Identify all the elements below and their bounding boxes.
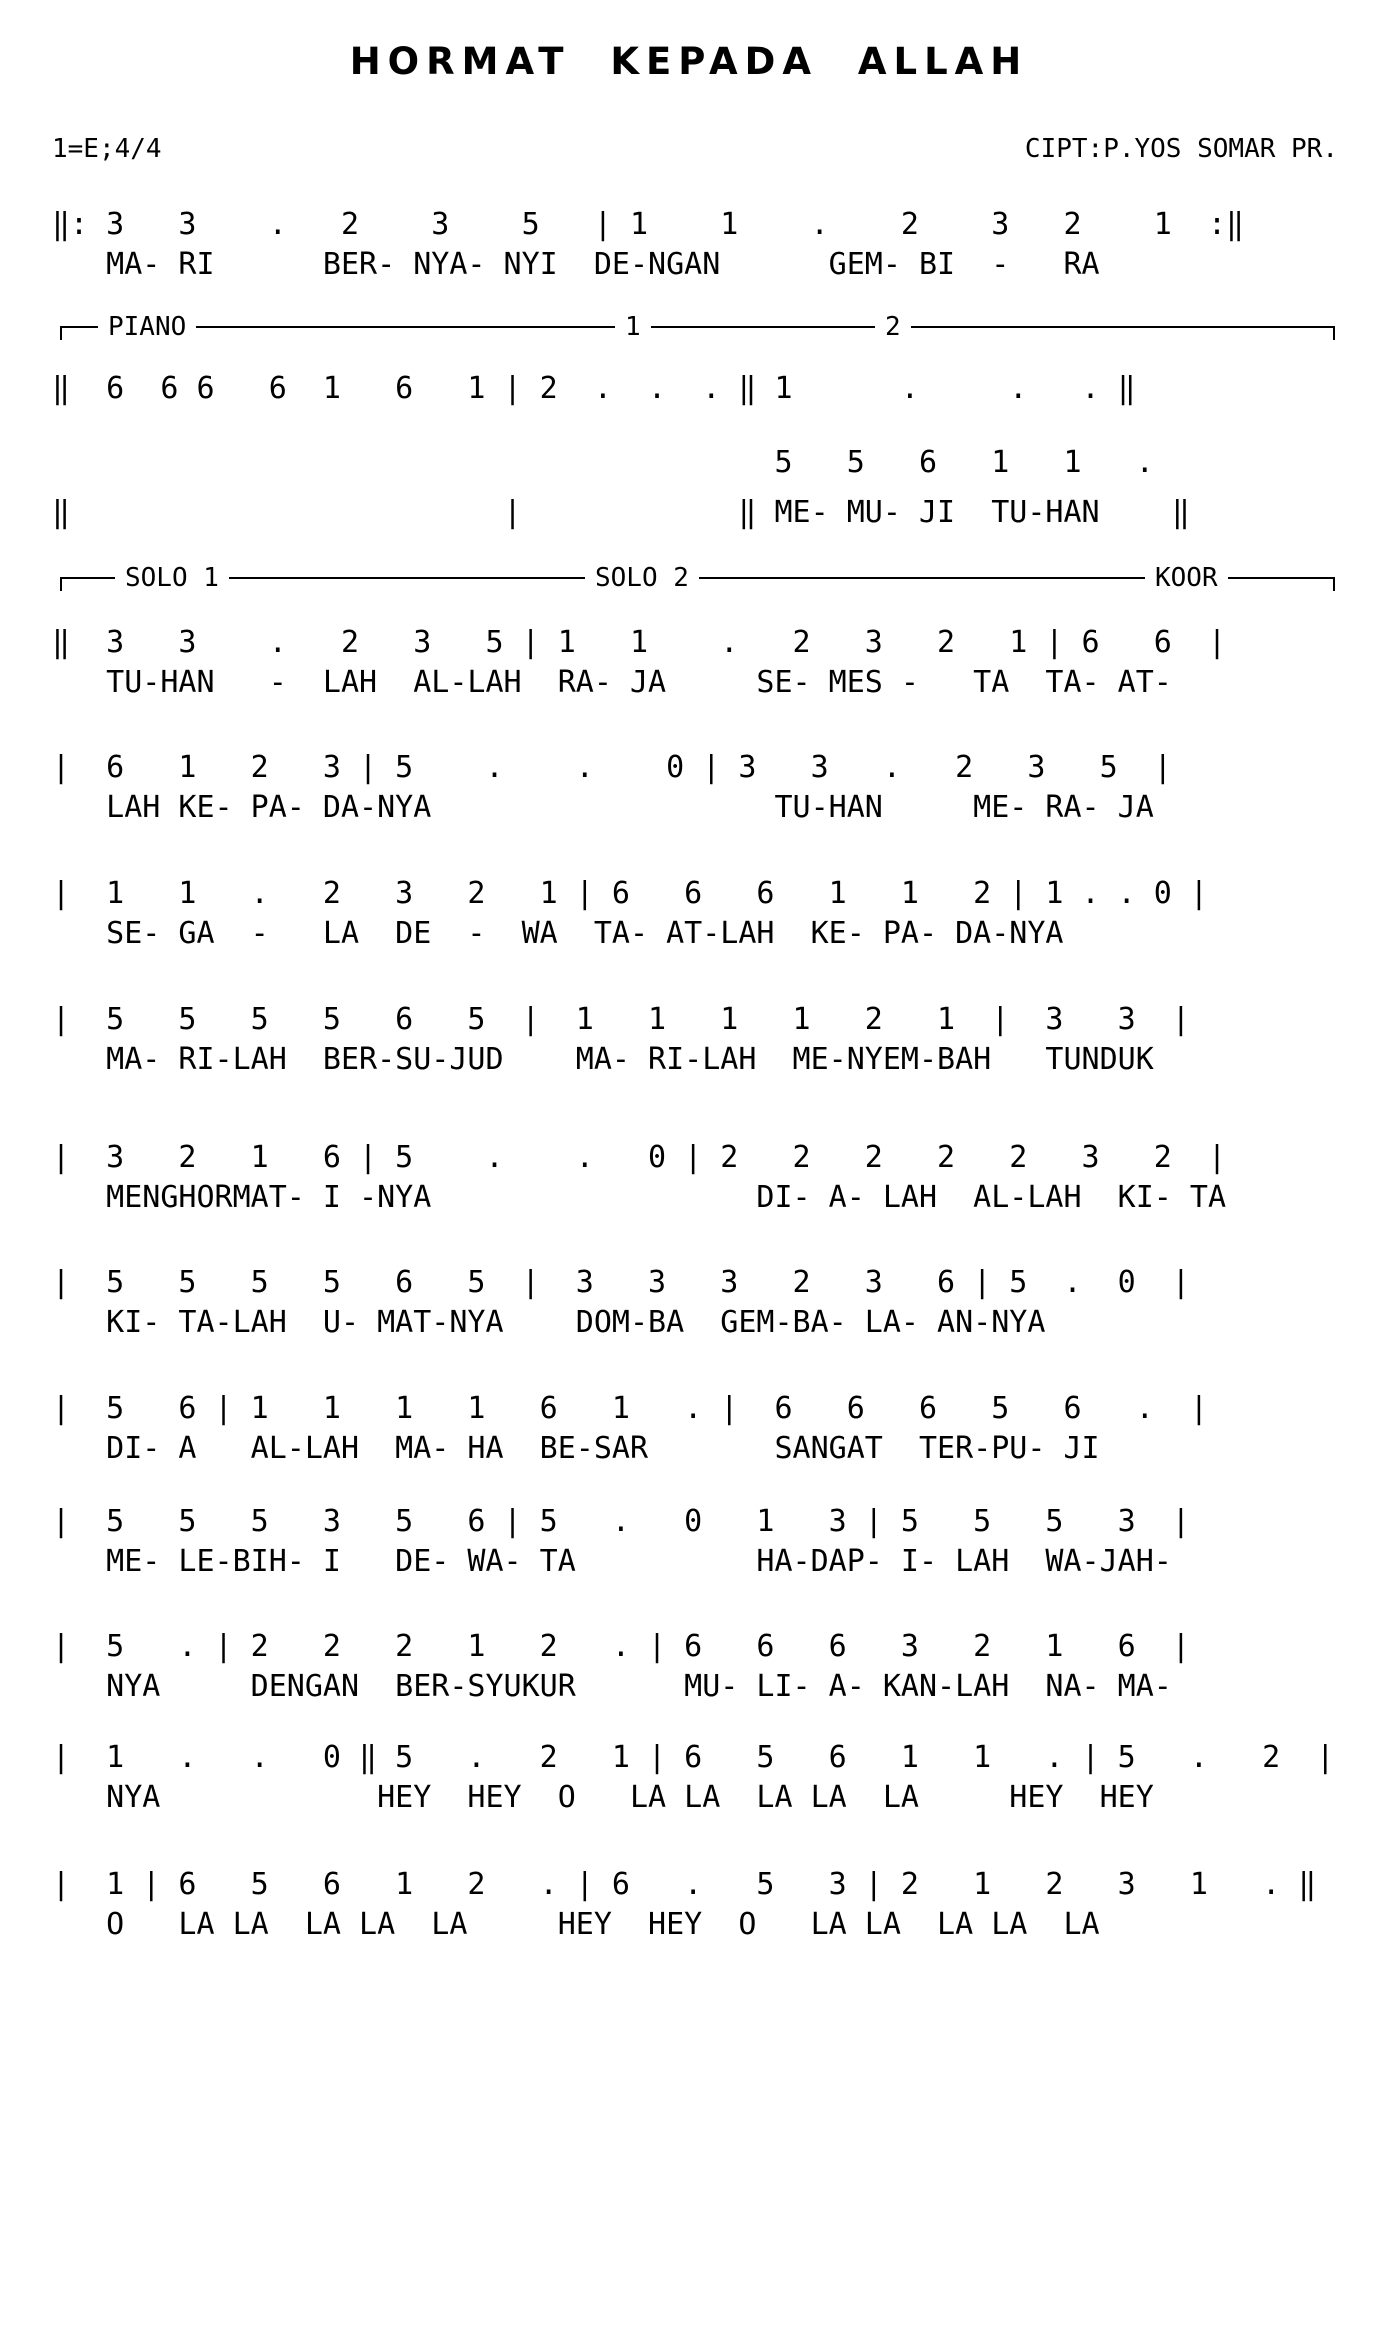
row-notes: | 5 6 | 1 1 1 1 6 1 . | 6 6 6 5 6 . |: [52, 1391, 1208, 1426]
piano-notes-ending-2: 5 5 6 1 1 .: [52, 445, 1154, 480]
row-lyrics: NYA HEY HEY O LA LA LA LA LA HEY HEY: [52, 1780, 1154, 1815]
composer-credit: CIPT:P.YOS SOMAR PR.: [1024, 134, 1338, 164]
section-bracket: [60, 326, 1335, 328]
row-notes: | 3 2 1 6 | 5 . . 0 | 2 2 2 2 2 3 2 |: [52, 1140, 1226, 1175]
row-lyrics: MENGHORMAT- I -NYA DI- A- LAH AL-LAH KI- TA: [52, 1180, 1226, 1215]
solo-2-label: SOLO 2: [585, 563, 699, 593]
score-row: [52, 751, 1352, 841]
row-lyrics: LAH KE- PA- DA-NYA TU-HAN ME- RA- JA: [52, 790, 1154, 825]
row-lyrics: NYA DENGAN BER-SYUKUR MU- LI- A- KAN-LAH NA- MA-: [52, 1669, 1172, 1704]
ending-1-label: 1: [615, 312, 651, 342]
piano-notes: ‖ 6 6 6 6 1 6 1 | 2 . . . ‖ 1 . . . ‖: [52, 371, 1136, 406]
koor-label: KOOR: [1145, 563, 1228, 593]
row-lyrics: ME- LE-BIH- I DE- WA- TA HA-DAP- I- LAH WA-JAH-: [52, 1544, 1172, 1579]
piano-label: PIANO: [98, 312, 196, 342]
score-row: [52, 1003, 1352, 1093]
intro-row: [52, 208, 1352, 298]
intro-notes: ‖: 3 3 . 2 3 5 | 1 1 . 2 3 2 1 :‖: [52, 207, 1245, 242]
row-notes: | 1 | 6 5 6 1 2 . | 6 . 5 3 | 2 1 2 3 1 . ‖: [52, 1867, 1317, 1902]
row-notes: | 5 5 5 5 6 5 | 3 3 3 2 3 6 | 5 . 0 |: [52, 1265, 1190, 1300]
row-notes: | 1 . . 0 ‖ 5 . 2 1 | 6 5 6 1 1 . | 5 . 2 |: [52, 1740, 1335, 1775]
score-row: [52, 1630, 1352, 1720]
ending-2-label: 2: [875, 312, 911, 342]
row-notes: | 5 5 5 3 5 6 | 5 . 0 1 3 | 5 5 5 3 |: [52, 1504, 1190, 1539]
score-row: [52, 626, 1352, 716]
score-row: [52, 1266, 1352, 1356]
row-lyrics: O LA LA LA LA LA HEY HEY O LA LA LA LA LA: [52, 1907, 1100, 1942]
solo-1-label: SOLO 1: [115, 563, 229, 593]
solo-section-header: [60, 563, 1335, 593]
score-row: [52, 1141, 1352, 1231]
piano-section-header: [60, 312, 1335, 342]
piano-lyrics: ‖ | ‖ ME- MU- JI TU-HAN ‖: [52, 495, 1190, 530]
key-signature: 1=E;4/4: [52, 134, 162, 164]
song-title: HORMAT KEPADA ALLAH: [349, 40, 1029, 83]
score-row: [52, 1741, 1352, 1831]
row-lyrics: KI- TA-LAH U- MAT-NYA DOM-BA GEM-BA- LA- AN-NYA: [52, 1305, 1046, 1340]
row-notes: | 6 1 2 3 | 5 . . 0 | 3 3 . 2 3 5 |: [52, 750, 1172, 785]
row-notes: | 1 1 . 2 3 2 1 | 6 6 6 1 1 2 | 1 . . 0 |: [52, 876, 1208, 911]
score-row: [52, 1505, 1352, 1595]
score-row: [52, 1392, 1352, 1482]
row-notes: ‖ 3 3 . 2 3 5 | 1 1 . 2 3 2 1 | 6 6 |: [52, 625, 1226, 660]
row-lyrics: TU-HAN - LAH AL-LAH RA- JA SE- MES - TA TA- AT-: [52, 665, 1172, 700]
row-lyrics: DI- A AL-LAH MA- HA BE-SAR SANGAT TER-PU- JI: [52, 1431, 1100, 1466]
score-row: [52, 1868, 1352, 1958]
row-lyrics: MA- RI-LAH BER-SU-JUD MA- RI-LAH ME-NYEM-BAH TUNDUK: [52, 1042, 1154, 1077]
score-row: [52, 877, 1352, 967]
row-notes: | 5 . | 2 2 2 1 2 . | 6 6 6 3 2 1 6 |: [52, 1629, 1190, 1664]
row-lyrics: SE- GA - LA DE - WA TA- AT-LAH KE- PA- DA-NYA: [52, 916, 1064, 951]
row-notes: | 5 5 5 5 6 5 | 1 1 1 1 2 1 | 3 3 |: [52, 1002, 1190, 1037]
intro-lyrics: MA- RI BER- NYA- NYI DE-NGAN GEM- BI - RA: [52, 247, 1100, 282]
piano-row: [52, 372, 1352, 542]
